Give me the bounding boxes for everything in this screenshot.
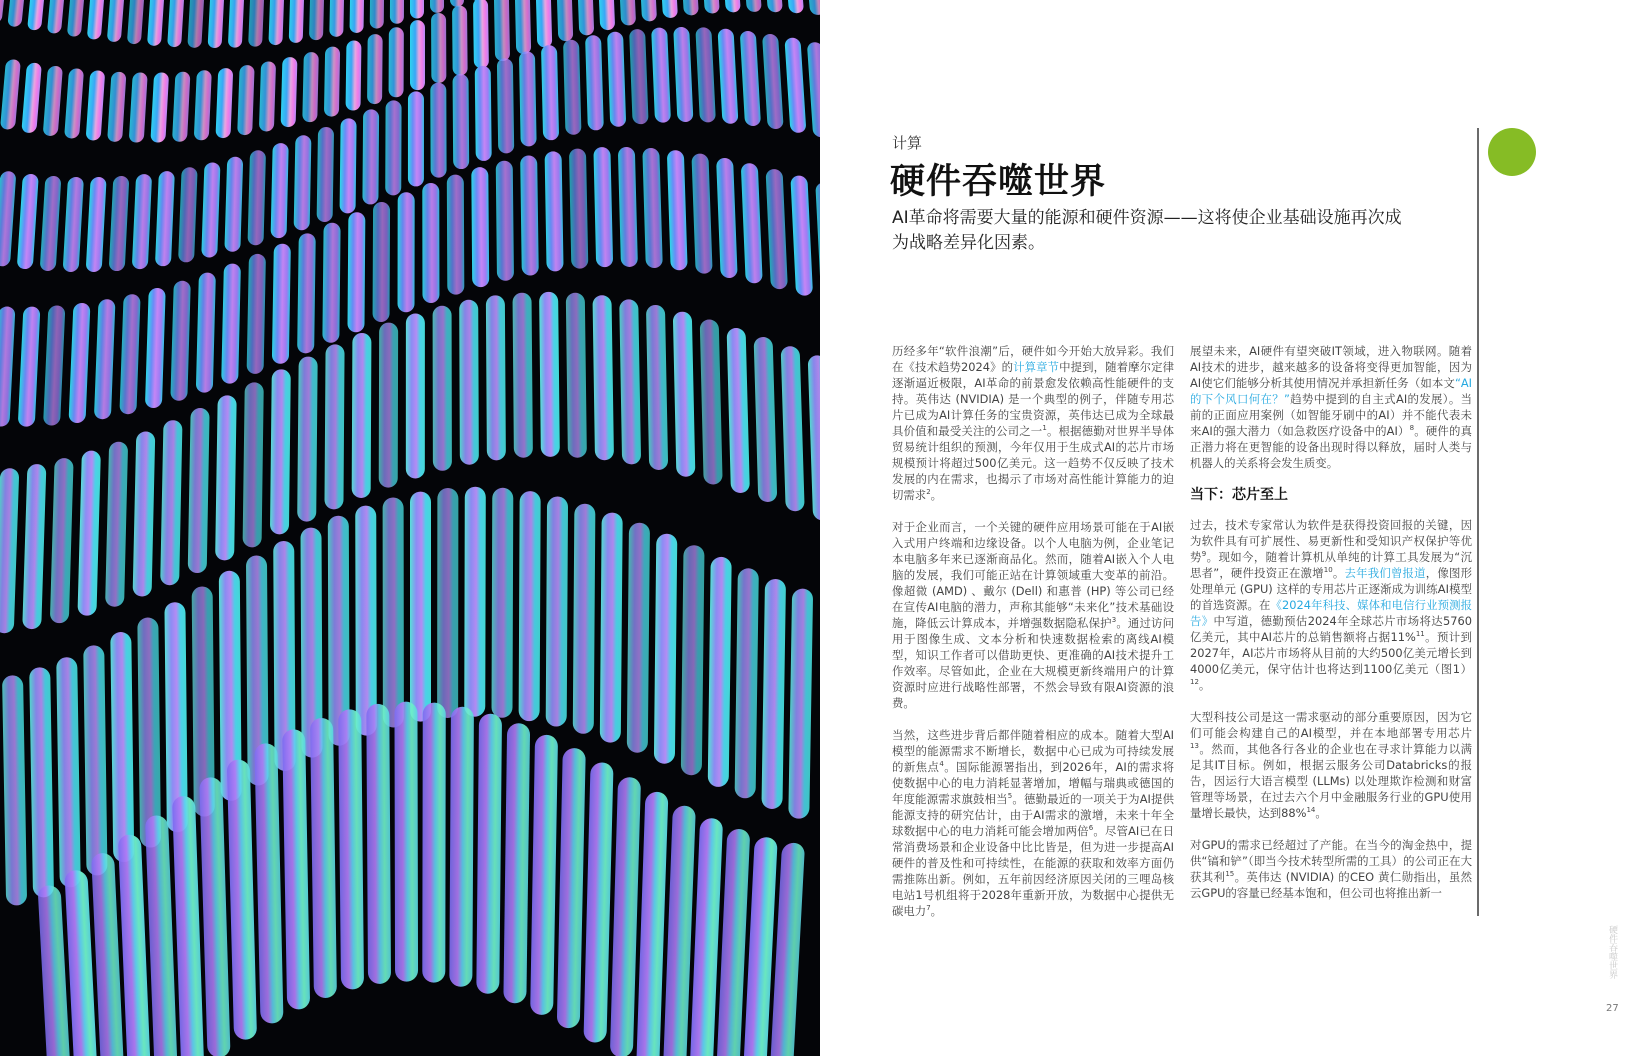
light-slat xyxy=(741,163,763,283)
light-slat xyxy=(450,0,465,7)
light-slat xyxy=(340,118,357,213)
light-slat xyxy=(430,83,446,178)
light-slat xyxy=(546,497,568,727)
light-slat xyxy=(433,306,452,471)
light-slat xyxy=(530,735,558,1015)
light-slat xyxy=(248,0,264,47)
light-slat xyxy=(585,35,604,130)
light-slat xyxy=(227,760,257,1040)
light-slat xyxy=(486,295,506,460)
light-slat xyxy=(452,6,468,76)
last-year-report-link[interactable]: 去年我们曾报道 xyxy=(1344,566,1426,580)
light-slat xyxy=(224,157,243,252)
light-slat xyxy=(294,135,312,230)
accent-dot xyxy=(1488,128,1536,176)
light-slat xyxy=(422,183,439,303)
light-slat xyxy=(0,468,19,633)
light-slat xyxy=(272,244,291,364)
footnote-ref[interactable]: 15 xyxy=(1225,870,1235,879)
light-slat xyxy=(629,29,649,124)
light-slat xyxy=(196,273,216,393)
light-slat xyxy=(94,299,116,419)
light-slat xyxy=(783,0,804,13)
light-slat xyxy=(201,162,220,257)
light-slat xyxy=(132,174,152,269)
light-slat xyxy=(155,171,175,266)
light-slat xyxy=(347,212,365,332)
light-slat xyxy=(519,491,541,721)
light-slat xyxy=(349,0,364,33)
paragraph: 对GPU的需求已经超过了产能。在当今的淘金热中，提供“镐和铲”（即当今技术转型所需的工具）的公司正在大获其利$^{15}$。英伟达 (NVIDIA) 的CEO 黄仁勋指出，虽然云GPU的容量已经基本饱和，但公司也将推出新一 xyxy=(1190,838,1472,900)
light-slat xyxy=(110,632,134,862)
left-text-column xyxy=(892,343,1174,935)
light-slat xyxy=(362,109,379,204)
light-slat xyxy=(178,167,198,262)
light-slat xyxy=(695,27,716,122)
light-slat xyxy=(667,150,688,270)
footnote-ref[interactable]: 14 xyxy=(1306,806,1316,815)
light-slat xyxy=(491,488,513,718)
light-slat xyxy=(545,151,564,271)
light-slat xyxy=(86,177,107,272)
section-heading: 当下：芯片至上 xyxy=(1190,487,1288,503)
light-slat xyxy=(563,40,581,135)
light-slat xyxy=(431,13,446,83)
light-slat xyxy=(784,38,806,133)
light-slat xyxy=(56,657,81,887)
light-slat xyxy=(247,150,266,245)
footnote-ref[interactable]: 13 xyxy=(1190,742,1199,751)
light-slat xyxy=(681,545,705,775)
light-slat xyxy=(270,369,291,534)
tmt-predictions-link[interactable]: 《2024年科技、媒体和电信行业预测报告》 xyxy=(1190,598,1472,628)
light-slat xyxy=(18,307,41,427)
light-slat xyxy=(21,63,42,133)
light-slat xyxy=(147,0,165,46)
light-slat xyxy=(398,192,415,312)
light-slat xyxy=(475,66,492,161)
light-slat xyxy=(119,294,140,414)
light-slat xyxy=(160,420,182,585)
light-slat xyxy=(766,169,788,289)
light-slat xyxy=(352,333,372,498)
light-slat xyxy=(355,506,377,736)
light-slat xyxy=(370,0,385,29)
light-slat xyxy=(592,295,614,460)
light-slat xyxy=(379,323,398,488)
light-slat xyxy=(346,41,362,111)
light-slat xyxy=(243,382,264,547)
light-slat xyxy=(27,0,46,30)
light-slat xyxy=(2,675,27,905)
light-slat xyxy=(145,288,166,408)
light-slat xyxy=(170,281,190,401)
light-slat xyxy=(172,72,190,142)
light-slat xyxy=(539,292,560,457)
light-slat xyxy=(642,148,662,268)
light-slat xyxy=(449,707,474,987)
light-slat xyxy=(494,0,510,61)
light-slat xyxy=(593,147,613,267)
light-slat xyxy=(145,816,179,1056)
light-slat xyxy=(721,0,741,12)
light-slat xyxy=(107,0,125,42)
light-slat xyxy=(385,100,401,195)
light-slat xyxy=(566,293,587,458)
light-slat xyxy=(763,0,783,12)
light-slat xyxy=(0,307,15,427)
light-slat xyxy=(651,28,671,123)
running-title: 硬件吞噬世界 xyxy=(1607,925,1617,979)
light-slat xyxy=(804,0,820,15)
vertical-divider xyxy=(1477,128,1479,916)
light-slat xyxy=(727,328,750,493)
light-slat xyxy=(43,305,65,425)
light-slat xyxy=(662,806,695,1056)
footnote-ref[interactable]: 11 xyxy=(1415,630,1425,639)
light-slat xyxy=(577,0,595,35)
light-slat xyxy=(636,792,668,1056)
paragraph: 当然，这些进步背后都伴随着相应的成本。随着大型AI模型的能源需求不断增长，数据中心已成为可持续发展的新焦点$^4$。国际能源署指出，到2026年，AI的需求将使数据中心的电力消耗显著增加，增幅与瑞典或德国的年度能源需求旗鼓相当$^5$。德勤最近的一项关于为AI提供能源支持的研究估计，由于AI需求的激增，未来十年全球数据中心的电力消耗可能会增加两倍$^6$。尽管AI已在日常消费场景和企业设备中比比皆是，但为进一步提高AI硬件的普及性和可持续性，在能源的获取和效率方面仍需推陈出新。例如，五年前因经济原因关闭的三哩岛核电站1号机组将于2028年重新开放，为数据中心提供无碳电力$^7$。 xyxy=(892,728,1174,918)
light-slat xyxy=(680,0,699,15)
light-slat xyxy=(569,149,588,269)
light-slat xyxy=(762,34,784,129)
light-slat xyxy=(618,0,636,25)
light-slat xyxy=(43,66,63,136)
light-slat xyxy=(410,492,431,722)
light-slat xyxy=(67,0,86,37)
light-slat xyxy=(447,175,465,295)
light-slat xyxy=(247,254,266,374)
light-slat xyxy=(129,73,148,143)
paragraph: 大型科技公司是这一需求驱动的部分重要原因，因为它们可能会构建自己的AI模型，并在本地部署专用芯片$^{13}$。然而，其他各行各业的企业也在寻求计算能力以满足其IT目标。例如，根据云服务公司Databricks的报告，因运行大语言模型 (LLMs) 以处理欺诈检测和财富管理等场景，在过去六个月中金融服务行业的GPU使用量增长最快，达到88%$^{14}$。 xyxy=(1190,710,1472,820)
light-slat xyxy=(618,147,638,267)
light-slat xyxy=(597,0,615,30)
light-slat xyxy=(742,0,762,12)
light-slat xyxy=(464,487,486,717)
footnote-ref[interactable]: 6 xyxy=(1088,824,1094,833)
light-slat xyxy=(583,762,613,1042)
light-slat xyxy=(406,313,425,478)
light-slat xyxy=(0,0,7,23)
compute-chapter-link[interactable]: 计算章节 xyxy=(1013,360,1060,374)
light-slat xyxy=(324,47,340,117)
light-slat xyxy=(513,293,533,458)
light-slat xyxy=(289,0,305,43)
light-slat xyxy=(47,0,66,33)
light-slat xyxy=(64,69,84,139)
light-slat xyxy=(187,0,204,48)
light-slat xyxy=(781,346,805,511)
footnote-ref[interactable]: 9 xyxy=(1201,550,1207,559)
light-slat xyxy=(87,0,106,39)
footnote-ref[interactable]: 10 xyxy=(1323,566,1333,575)
light-slat xyxy=(654,534,677,764)
paragraph: 过去，技术专家常认为软件是获得投资回报的关键，因为软件具有可扩展性、易更新性和受知识产权保护等优势$^9$。现如今，随着计算机从单纯的计算工具发展为“沉思者”，硬件投资正在激增$^{10}$。去年我们曾报道，像图形处理单元 (GPU) 这样的专用芯片正逐渐成为训练AI模型的首选资源。在《2024年科技、媒体和电信行业预测报告》中写道，德勤预估2024年全球芯片市场将达5760亿美元，其中AI芯片的总销售额将占据11%$^{11}$。预计到2027年，AI芯片市场将从目前的大约500亿美元增长到4000亿美元，保守估计也将达到1100亿美元（图1）$^{12}$。 xyxy=(1190,518,1472,692)
light-slat xyxy=(503,723,530,1003)
light-slat xyxy=(700,0,719,13)
light-slat xyxy=(105,442,128,607)
light-slat xyxy=(281,57,298,127)
footnote-ref[interactable]: 8 xyxy=(1409,424,1415,433)
light-slat xyxy=(790,176,813,296)
light-slat xyxy=(735,568,759,798)
light-slat xyxy=(437,488,458,718)
light-slat xyxy=(0,59,21,129)
light-slat xyxy=(167,0,184,47)
light-slat xyxy=(297,357,318,522)
light-slat xyxy=(366,704,391,984)
light-slat xyxy=(199,777,230,1056)
light-slat xyxy=(520,155,539,275)
footnote-ref[interactable]: 2 xyxy=(926,488,931,497)
light-slat xyxy=(673,312,696,477)
light-slat xyxy=(228,0,245,48)
light-slat xyxy=(497,58,514,153)
page-title: 硬件吞噬世界 xyxy=(890,162,1107,202)
right-text-column xyxy=(1190,343,1472,917)
light-slat xyxy=(716,158,738,278)
footnote-ref[interactable]: 4 xyxy=(939,760,944,769)
light-slat xyxy=(515,0,532,54)
light-slat xyxy=(268,0,284,45)
light-slat xyxy=(535,0,552,47)
light-slat xyxy=(390,0,404,24)
light-slat xyxy=(83,645,107,875)
light-slat xyxy=(259,61,276,131)
light-slat xyxy=(394,702,418,982)
light-slat xyxy=(254,743,283,1023)
light-slat xyxy=(17,174,39,269)
light-slat xyxy=(7,0,27,27)
light-slat xyxy=(718,29,739,124)
light-slat xyxy=(646,305,668,470)
light-slat xyxy=(557,748,586,1028)
light-slat xyxy=(519,51,537,146)
light-slat xyxy=(389,27,404,97)
light-slat xyxy=(700,319,723,484)
light-slat xyxy=(496,161,514,281)
light-slat xyxy=(708,557,732,787)
light-slat xyxy=(740,31,761,126)
light-slat xyxy=(422,703,445,983)
light-slat xyxy=(271,143,289,238)
light-slat xyxy=(410,20,425,90)
paragraph: 历经多年“软件浪潮”后，硬件如今开始大放异彩。我们在《技术趋势2024》的计算章节中提到，随着摩尔定律逐渐逼近极限，AI革命的前景愈发依赖高性能硬件的支持。英伟达 (NVIDIA) 是一个典型的例子，伴随专用芯片已成为AI计算任务的宝贵资源，英伟达已成为全球最具价值和最受关注的公司之一$^1$。根据德勤对世界半导体贸易统计组织的预测，今年仅用于生成式AI的芯片市场规模预计将超过500亿美元。这一趋势不仅反映了技术发展的内在需求，也揭示了市场对高性能计算能力的迫切需求$^2$。 xyxy=(892,344,1174,502)
light-slat xyxy=(237,65,255,135)
light-slat xyxy=(63,177,84,272)
light-slat xyxy=(430,0,444,13)
paragraph: 对于企业而言，一个关键的硬件应用场景可能在于AI嵌入式用户终端和边缘设备。以个人电脑为例，企业笔记本电脑多年来已逐渐商品化。然而，随着AI嵌入个人电脑的发展，我们可能正站在计算领域重大变革的前沿。像超微 (AMD) 、戴尔 (Dell) 和惠普 (HP) 等公司已经在宣传AI电脑的潜力，声称其能够“未来化”技术基础设施，降低云计算成本，并增强数据隐私保护$^3$。通过访问用于图像生成、文本分析和快速数据检索的离线AI模型，知识工作者可以借助更快、更准确的AI技术提升工作效率。尽管如此，企业在大规模更新终端用户的计算资源时应进行战略性部署，不然会导致有限AI资源的浪费。 xyxy=(892,520,1174,710)
light-slat xyxy=(410,0,424,19)
light-slat xyxy=(453,74,470,169)
light-slat xyxy=(137,618,161,848)
light-slat xyxy=(383,497,404,727)
footnote-ref[interactable]: 3 xyxy=(1111,616,1117,625)
light-slat xyxy=(761,579,786,809)
light-slat xyxy=(282,729,310,1009)
light-slat xyxy=(600,513,623,743)
light-slat xyxy=(194,70,212,140)
page-subtitle: AI革命将需要大量的能源和硬件资源——这将使企业基础设施再次成为战略差异化因素。 xyxy=(892,208,1402,253)
light-slat xyxy=(188,408,210,573)
light-slat xyxy=(573,504,596,734)
light-slat xyxy=(815,183,820,303)
light-slat xyxy=(627,523,650,753)
light-slat xyxy=(338,709,364,989)
light-slat xyxy=(788,589,813,819)
light-slat xyxy=(86,70,106,140)
light-slat xyxy=(172,796,204,1056)
light-slat xyxy=(556,0,573,41)
light-slat xyxy=(639,0,657,21)
paragraph: 展望未来，AI硬件有望突破IT领域，进入物联网。随着AI技术的进步，越来越多的设备将变得更加智能，因为AI使它们能够分析其使用情况并承担新任务（如本文“AI的下个风口何在？”趋势中提到的自主式AI的发展）。当前的正面应用案例（如智能牙刷中的AI）并不能代表未来AI的强大潜力（如急救医疗设备中的AI）$^8$。硬件的真正潜力将在更智能的设备出现时得以释放，届时人类与机器人的关系将会发生质变。 xyxy=(1190,344,1473,470)
light-slat xyxy=(317,127,334,222)
ai-next-frontier-link[interactable]: “AI的下个风口何在？” xyxy=(1190,376,1472,406)
light-slat xyxy=(77,451,100,616)
light-slat xyxy=(659,0,678,18)
page-number: 27 xyxy=(1606,1003,1619,1014)
light-slat xyxy=(133,431,156,596)
light-slat xyxy=(754,337,778,502)
light-slat xyxy=(322,223,340,343)
light-slat xyxy=(40,176,62,271)
light-slat xyxy=(309,0,324,40)
light-slat xyxy=(221,264,241,384)
light-slat xyxy=(471,167,489,287)
light-slat xyxy=(127,0,145,44)
light-slat xyxy=(215,395,237,560)
light-slat xyxy=(297,233,316,353)
light-slat xyxy=(0,171,16,266)
light-slat xyxy=(476,714,502,994)
footnote-ref[interactable]: 1 xyxy=(1042,424,1047,433)
light-slat xyxy=(29,667,54,897)
light-slat xyxy=(310,718,337,998)
light-slat xyxy=(541,45,559,140)
light-slat xyxy=(50,458,74,623)
light-slat xyxy=(324,344,344,509)
light-slat xyxy=(367,34,383,104)
footnote-ref[interactable]: 7 xyxy=(926,904,931,913)
light-slat xyxy=(610,777,641,1056)
light-slat xyxy=(150,73,169,143)
light-slat xyxy=(215,68,233,138)
light-slat xyxy=(808,355,820,520)
light-slat xyxy=(109,176,130,271)
light-slat xyxy=(459,300,479,465)
light-slat xyxy=(807,42,820,137)
light-slat xyxy=(619,299,641,464)
light-slat xyxy=(302,52,319,122)
light-slat xyxy=(673,27,693,122)
light-slat xyxy=(22,464,46,629)
light-slat xyxy=(329,0,344,37)
light-slat xyxy=(408,91,424,186)
footnote-ref[interactable]: 5 xyxy=(1007,792,1013,801)
light-slat xyxy=(373,202,391,322)
footnote-ref[interactable]: 12 xyxy=(1190,678,1199,687)
light-slat xyxy=(691,154,712,274)
light-slat xyxy=(607,32,626,127)
light-slat xyxy=(68,303,90,423)
light-slat xyxy=(473,0,489,68)
section-label: 计算 xyxy=(892,134,923,152)
light-slat xyxy=(107,72,126,142)
light-slat xyxy=(208,0,225,48)
